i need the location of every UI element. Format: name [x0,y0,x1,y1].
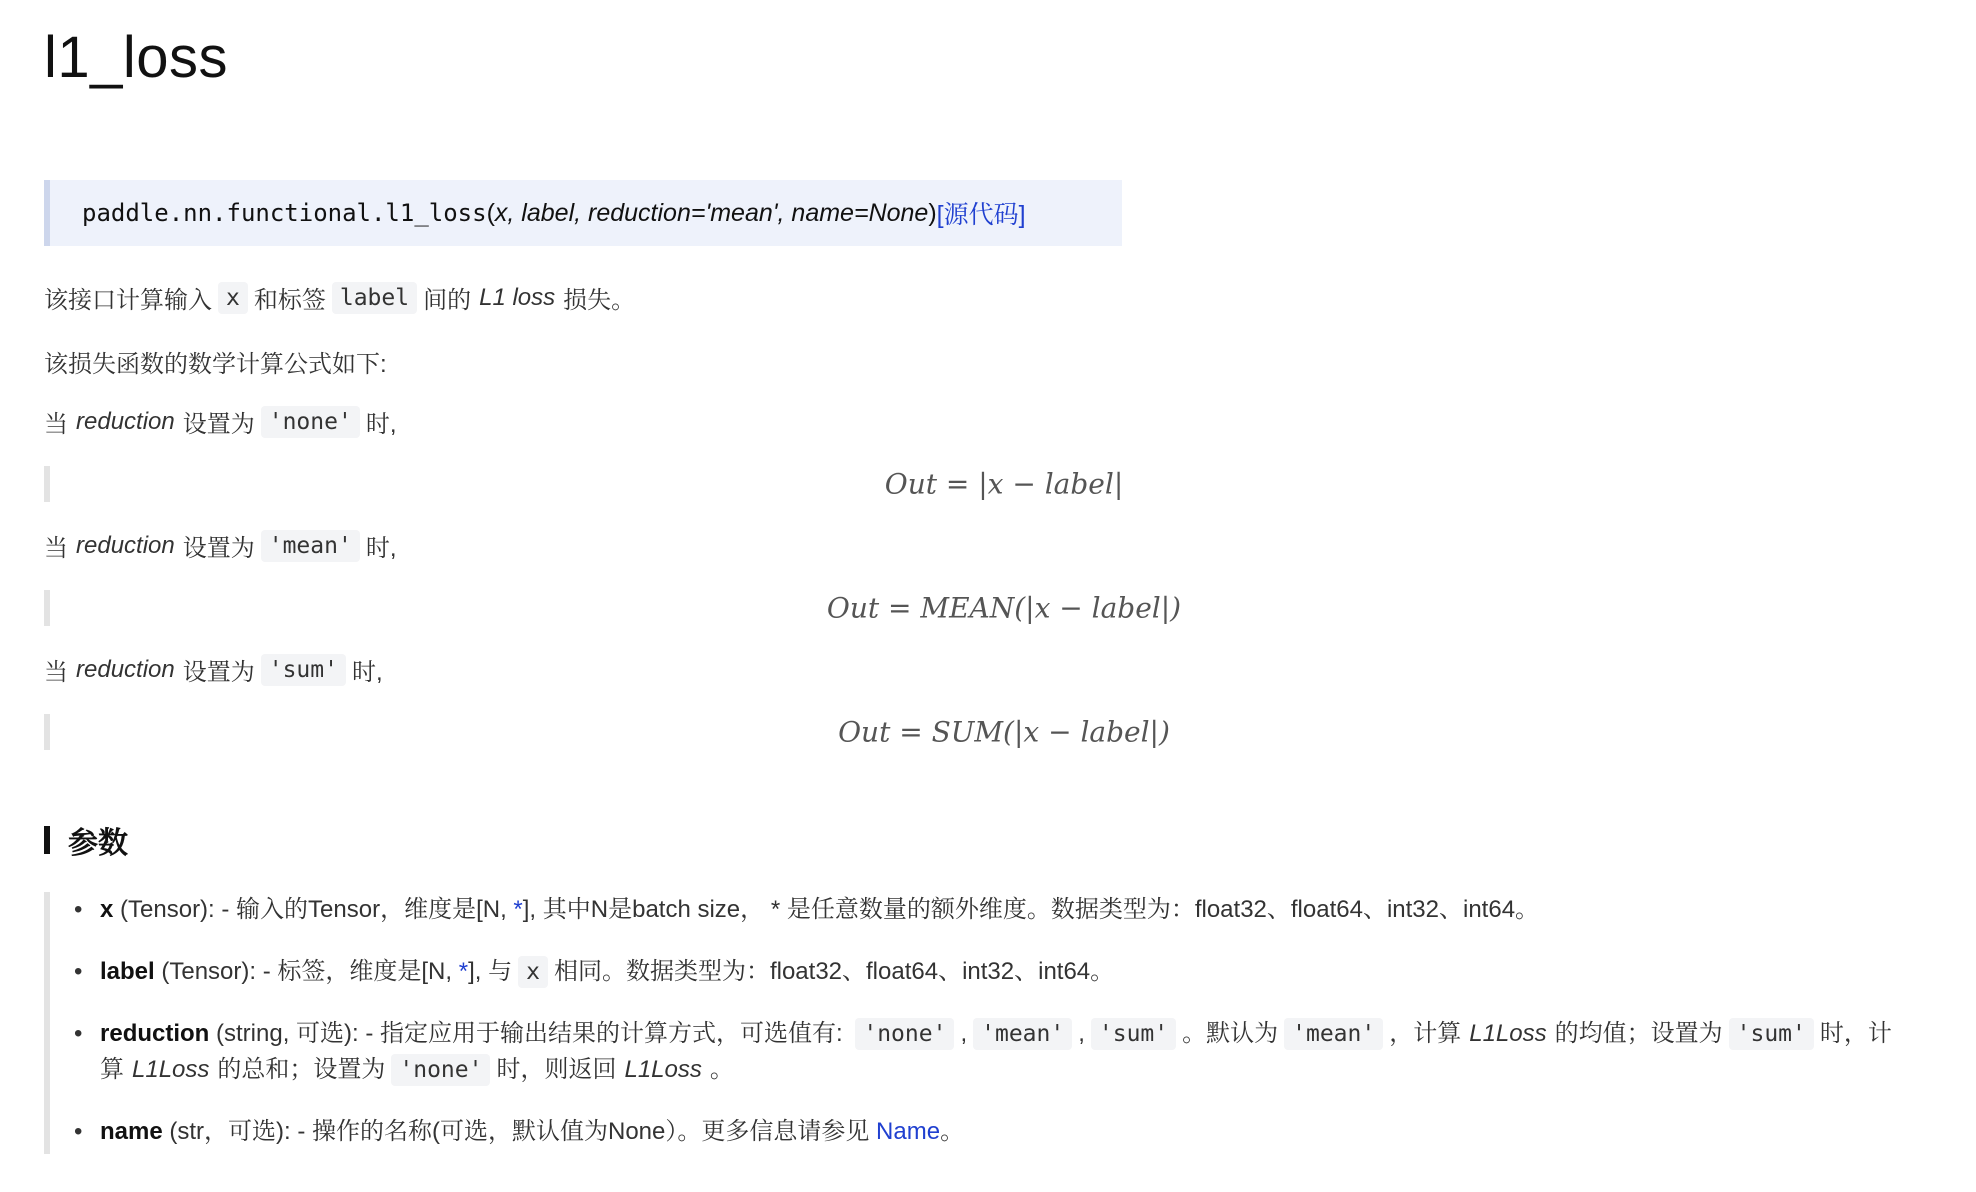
param-name: x [100,896,114,923]
case-italic: reduction [76,407,175,435]
case-line-mean [44,528,397,563]
source-code-link[interactable]: [源代码] [936,201,1026,229]
signature-args: x, label, reduction='mean', name=None [494,198,929,227]
params-list [44,892,1944,1154]
inline-code: 'none' [855,1018,954,1050]
intro-text: 损失。 [563,287,636,314]
case-text: 设置为 [182,535,255,562]
case-text: 时, [351,659,383,686]
page-title: l1_loss [44,25,229,90]
inline-code: 'none' [391,1054,490,1086]
signature-function-name: paddle.nn.functional.l1_loss [82,199,487,227]
case-text: 当 [44,535,68,562]
inline-code: 'sum' [1091,1018,1176,1050]
intro-paragraph [44,280,635,315]
param-desc: 的均值；设置为 [1554,1020,1723,1047]
formula-sum: Out = SUM(|x − label|) [838,715,1170,749]
param-desc: 时，计 [1819,1020,1892,1047]
heading-bar [44,826,50,854]
param-desc: (Tensor): - 标签，维度是[N, [154,958,459,985]
param-desc: , [1078,1020,1085,1047]
param-desc: ], 与 [468,958,513,985]
inline-code: 'none' [261,406,360,438]
inline-code: 'mean' [973,1018,1072,1050]
inline-code: 'sum' [261,654,346,686]
case-italic: reduction [76,531,175,559]
case-text: 设置为 [182,411,255,438]
bullet: • [74,1020,83,1047]
quote-bar [44,590,50,626]
bullet: • [74,1118,83,1145]
quote-bar [44,714,50,750]
intro-text: 该接口计算输入 [44,287,212,314]
quote-bar [44,892,50,1154]
inline-code: 'mean' [1284,1018,1383,1050]
inline-code: x [218,282,248,314]
inline-code: label [332,282,417,314]
formula-block-none [44,466,1964,502]
formula-block-mean [44,590,1964,626]
param-star: * [458,958,469,985]
param-italic: L1Loss [1469,1020,1547,1047]
param-star: * [513,896,523,923]
formula-intro: 该损失函数的数学计算公式如下: [44,351,387,378]
case-text: 设置为 [182,659,255,686]
param-desc: 相同。数据类型为：float32、float64、int32、int64。 [553,958,1115,985]
param-desc: ，计算 [1389,1020,1462,1047]
list-item-param-name [74,1114,1960,1150]
case-italic: reduction [76,655,175,683]
section-title: 参数 [68,827,128,860]
quote-bar [44,466,50,502]
intro-text: 间的 [423,287,472,314]
param-name: name [100,1118,163,1145]
case-text: 当 [44,659,68,686]
case-line-none [44,404,397,439]
param-italic: L1Loss [624,1056,702,1083]
intro-italic: L1 loss [479,283,556,311]
name-doc-link[interactable]: Name [876,1118,941,1145]
param-desc: (string, 可选): - 指定应用于输出结果的计算方式，可选值有: [209,1020,850,1047]
bullet: • [74,958,83,985]
param-desc: 。 [940,1118,965,1145]
section-heading-params [44,818,128,862]
inline-code: 'mean' [261,530,360,562]
bullet: • [74,896,83,923]
list-item-param-x [74,892,1960,928]
case-line-sum [44,652,383,687]
inline-code: 'sum' [1729,1018,1814,1050]
signature-open-paren: ( [486,198,495,227]
case-text: 时, [365,535,397,562]
param-desc: (str，可选): - 操作的名称(可选，默认值为None）。更多信息请参见 [162,1118,877,1145]
param-desc: (Tensor): - 输入的Tensor，维度是[N, [113,896,514,923]
formula-block-sum [44,714,1964,750]
formula-mean: Out = MEAN(|x − label|) [826,591,1182,625]
param-desc: 时，则返回 [496,1056,617,1083]
signature-close-paren: ) [928,198,937,227]
inline-code: x [518,956,548,988]
param-desc: 算 [100,1056,124,1083]
case-text: 当 [44,411,68,438]
list-item-param-reduction [74,1016,1960,1088]
param-name: reduction [100,1020,210,1047]
param-italic: L1Loss [132,1056,210,1083]
formula-none: Out = |x − label| [884,467,1124,501]
param-desc: , [960,1020,968,1047]
param-name: label [100,958,155,985]
list-item-param-label [74,954,1960,990]
param-desc: ], 其中N是batch size， * 是任意数量的额外维度。数据类型为：float32、float64、int32、int64。 [522,896,1540,923]
case-text: 时, [365,411,397,438]
param-desc: 。 [709,1056,734,1083]
intro-text: 和标签 [253,287,326,314]
param-desc: 。默认为 [1182,1020,1279,1047]
param-desc: 的总和；设置为 [217,1056,386,1083]
api-signature [44,180,1122,246]
